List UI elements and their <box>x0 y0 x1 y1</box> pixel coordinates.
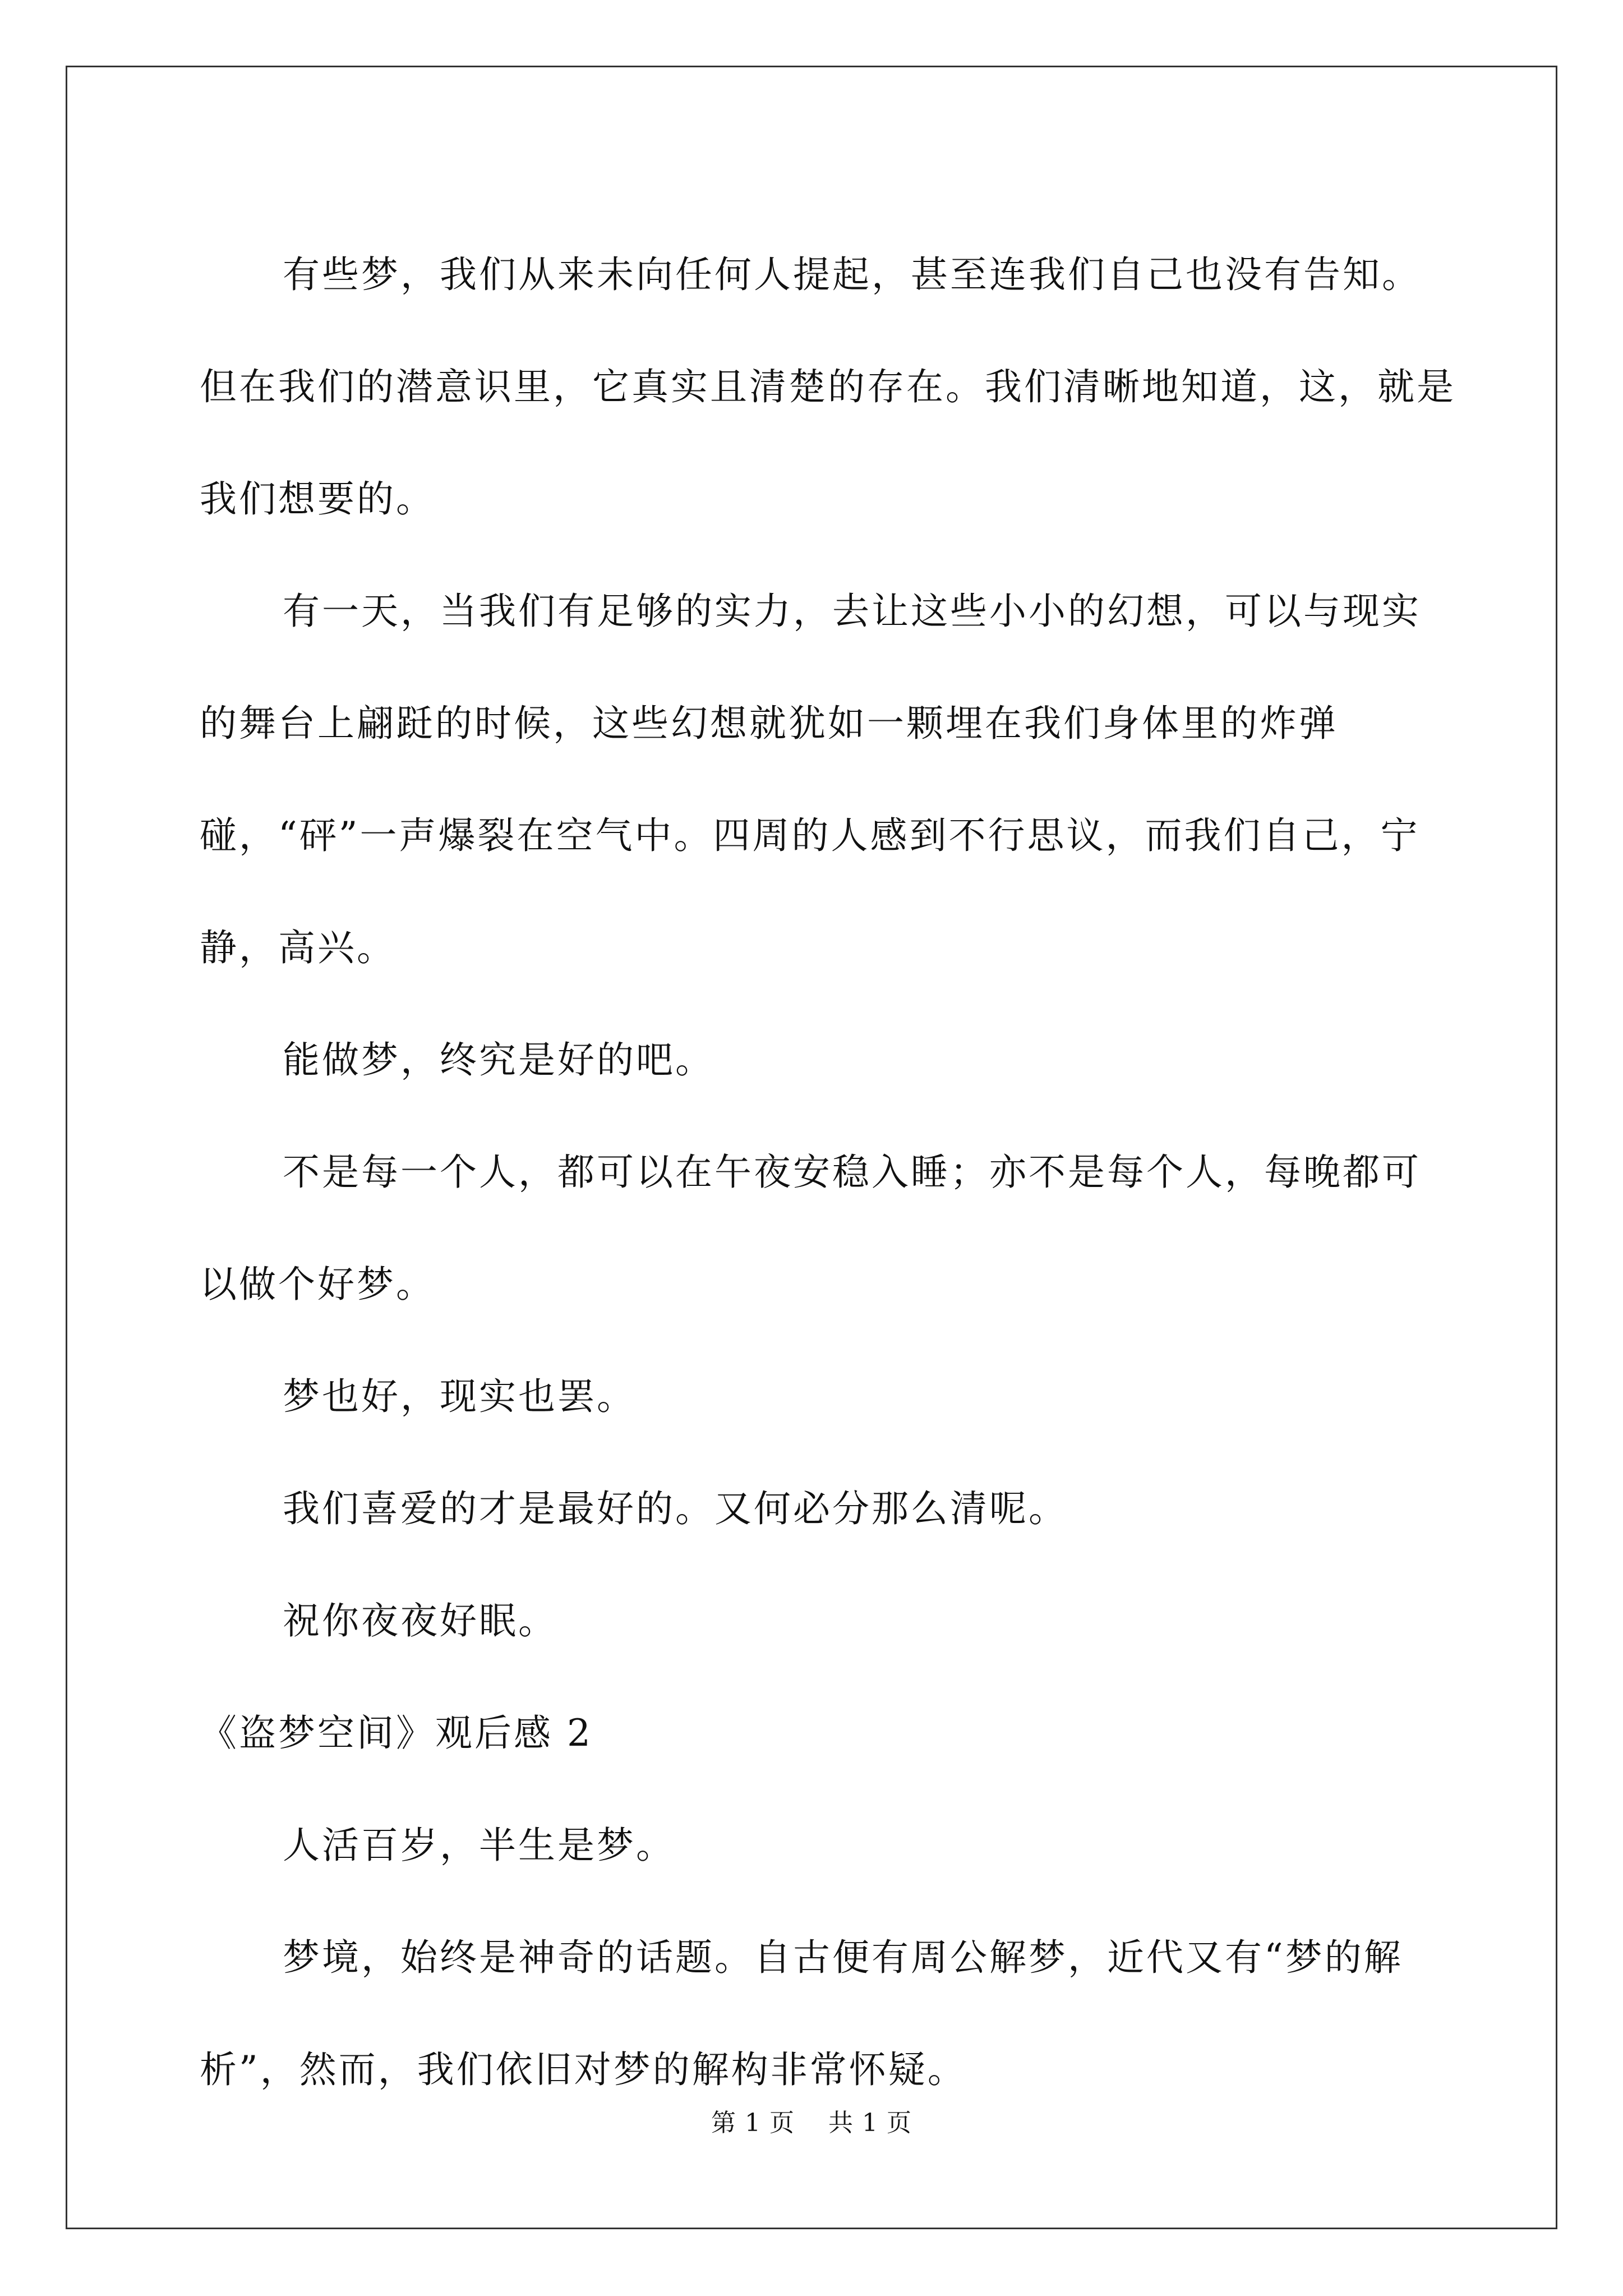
page-total: 共 1 页 <box>828 2109 912 2137</box>
paragraph: 梦境，始终是神奇的话题。自古便有周公解梦，近代又有“梦的解析”，然而，我们依旧对梦的解构非常怀疑。 <box>200 1936 1403 2091</box>
paragraph: 有一天，当我们有足够的实力，去让这些小小的幻想，可以与现实的舞台上翩跹的时候，这些幻想就犹如一颗埋在我们身体里的炸弹碰，“砰”一声爆裂在空气中。四周的人感到不行思议，而我们自己，宁静，高兴。 <box>200 590 1421 969</box>
paragraph: 我们喜爱的才是最好的。又何必分那么清呢。 <box>283 1487 1068 1530</box>
page-number: 第 1 页 <box>711 2109 795 2137</box>
paragraph: 能做梦，终究是好的吧。 <box>283 1038 714 1082</box>
page-footer <box>0 2106 1623 2140</box>
paragraph: 不是每一个人，都可以在午夜安稳入睡；亦不是每个人，每晚都可以做个好梦。 <box>200 1151 1421 1306</box>
paragraph: 祝你夜夜好眠。 <box>283 1599 557 1642</box>
paragraph: 人活百岁，半生是梦。 <box>283 1824 675 1867</box>
section-heading: 《盗梦空间》观后感 2 <box>200 1711 593 1755</box>
paragraph: 梦也好，现实也罢。 <box>283 1375 636 1418</box>
document-body <box>200 219 1456 2126</box>
paragraph: 有些梦，我们从来未向任何人提起，甚至连我们自己也没有告知。但在我们的潜意识里，它真实且清楚的存在。我们清晰地知道，这，就是我们想要的。 <box>200 253 1456 521</box>
